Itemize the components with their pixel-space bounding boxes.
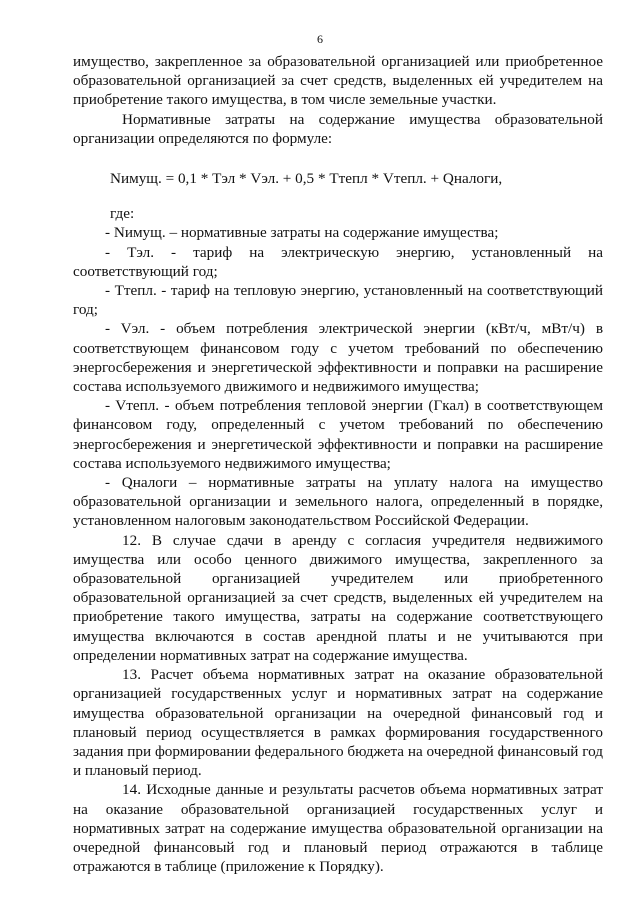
paragraph-13: 13. Расчет объема нормативных затрат на оказание образовательной организацией государственных услуг и нормативных затрат на содержание имущества образовательной организации на очередной финансовый год и плановый период осуществляется в рамках формирования государственного задания при формировании федерального бюджета на очередной финансовый год и плановый период.	[73, 666, 603, 780]
definition-t-electric: - Тэл. - тариф на электрическую энергию, установленный на соответствующий год;	[73, 243, 603, 280]
paragraph-14: 14. Исходные данные и результаты расчетов объема нормативных затрат на оказание образовательной организацией государственных услуг и нормативных затрат на содержание имущества образовательной организации на очередной финансовый год и плановый период отражаются в таблице отражаются в таблице (приложение к Порядку).	[73, 781, 603, 876]
paragraph-12: 12. В случае сдачи в аренду с согласия учредителя недвижимого имущества или особо ценного движимого имущества, закрепленного за образовательной организацией учредителем или приобретенного образовательной организацией за счет средств, выделенных ей учредителем на приобретение такого имущества, затраты на содержание соответствующего имущества включаются в состав арендной платы и не учитываются при определении нормативных затрат на содержание имущества.	[73, 531, 603, 664]
definition-q-taxes: - Qналоги – нормативные затраты на уплату налога на имущество образовательной организации и земельного налога, определенный в порядке, установленном налоговым законодательством Российской Федерации.	[73, 474, 603, 530]
definition-v-heat: - Vтепл. - объем потребления тепловой энергии (Гкал) в соответствующем финансовом году, определенный с учетом требований по обеспечению энергосбережения и энергетической эффективности и поправки на расширение состава используемого недвижимого имущества;	[73, 397, 603, 472]
definition-v-electric: - Vэл. - объем потребления электрической энергии (кВт/ч, мВт/ч) в соответствующем финансовом году с учетом требований по обеспечению энергосбережения и энергетической эффективности и поправки на расширение состава используемого движимого и недвижимого имущества;	[73, 320, 603, 396]
formula-where: где:	[110, 205, 135, 223]
formula: Nимущ. = 0,1 * Тэл * Vэл. + 0,5 * Ттепл * Vтепл. + Qналоги,	[110, 170, 503, 188]
document-body	[73, 52, 603, 876]
paragraph-formula-intro: Нормативные затраты на содержание имущества образовательной организации определяются по формуле:	[73, 110, 603, 147]
definition-t-heat: - Ттепл. - тариф на тепловую энергию, установленный на соответствующий год;	[73, 282, 603, 319]
paragraph-continuation: имущество, закрепленное за образовательной организацией или приобретенное образовательной организацией за счет средств, выделенных ей учредителем на приобретение такого имущества, в том числе земельные участки.	[73, 53, 603, 109]
page-number: 6	[317, 32, 323, 46]
definition-n-property: - Nимущ. – нормативные затраты на содержание имущества;	[105, 224, 499, 242]
